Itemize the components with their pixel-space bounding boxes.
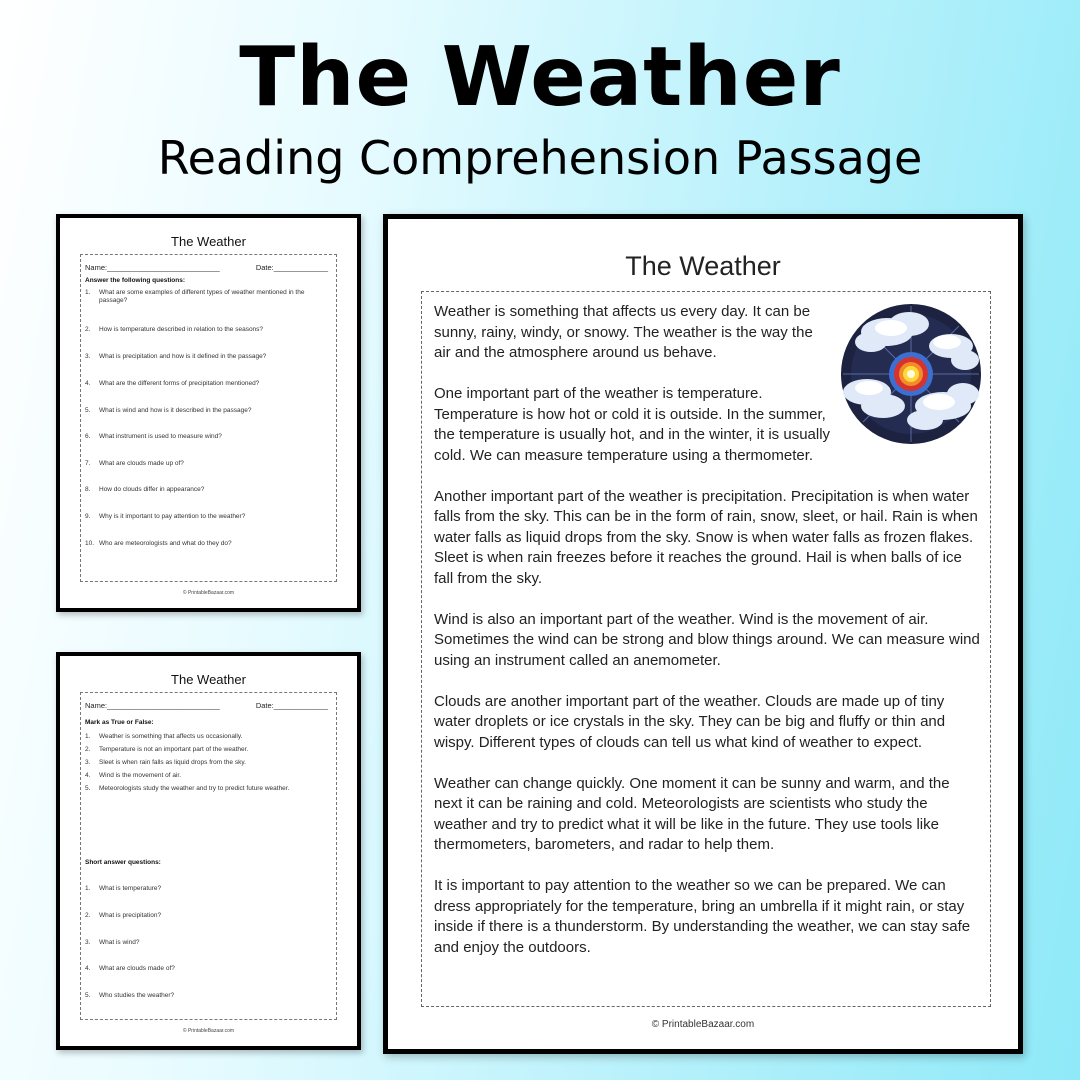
passage-title: The Weather (625, 251, 781, 281)
worksheet-footer: © PrintableBazaar.com (182, 1028, 235, 1034)
date-field-label: Date:_____________ (255, 701, 328, 710)
worksheet-content-box (80, 692, 337, 1020)
weather-sun-clouds-icon (839, 302, 984, 447)
question-item: 9. Why is it important to pay attention to the weather? (85, 513, 246, 520)
short-answer-heading: Short answer questions: (85, 859, 161, 866)
true-false-heading: Mark as True or False: (85, 719, 154, 726)
question-item: 8. How do clouds differ in appearance? (85, 486, 205, 493)
passage-paragraph: Weather can change quickly. One moment it can be sunny and warm, and the next it can be raining and cold. Meteorologists are scientists who study the weather and try to predict what it will be like in the future. They use tools like thermometers, barometers, and radar to help them. (434, 774, 950, 853)
short-answer-item: 2. What is precipitation? (85, 912, 162, 919)
question-item: 6. What instrument is used to measure wind? (85, 433, 222, 440)
passage-page (383, 214, 1023, 1054)
worksheet-content-box (80, 254, 337, 582)
passage-paragraph: It is important to pay attention to the weather so we can be prepared. We can dress appropriately for the temperature, bring an umbrella if it might rain, or stay inside if there is a thunderstorm. By understanding the weather, we can stay safe and enjoy the outdoors. (434, 877, 971, 956)
passage-paragraph: Clouds are another important part of the weather. Clouds are made up of tiny water droplets or ice crystals in the sky. They can be big and fluffy or thin and wispy. Different types of clouds can tell us what kind of weather to expect. (434, 692, 946, 751)
passage-text (434, 302, 982, 979)
worksheet-true-false-thumbnail (56, 652, 361, 1050)
true-false-item: 1. Weather is something that affects us occasionally. (85, 733, 243, 740)
question-item: 4. What are the different forms of precipitation mentioned? (85, 380, 260, 387)
worksheet-title: The Weather (171, 672, 246, 687)
passage-paragraph: Another important part of the weather is precipitation. Precipitation is when water falls from the sky. This can be in the form of rain, snow, sleet, or hail. Rain is when water falls as liquid drops from the sky. Snow is when water falls as frozen flakes. Sleet is when rain freezes before it reaches the ground. Hail is when balls of ice fall from the sky. (434, 487, 978, 587)
short-answer-item: 3. What is wind? (85, 939, 140, 946)
question-item: 2. How is temperature described in relation to the seasons? (85, 326, 264, 333)
name-field-label: Name:___________________________ (85, 701, 220, 710)
short-answer-item: 5. Who studies the weather? (85, 992, 175, 999)
true-false-item: 5. Meteorologists study the weather and try to predict future weather. (85, 785, 290, 792)
worksheet-questions-thumbnail (56, 214, 361, 612)
question-item: 3. What is precipitation and how is it defined in the passage? (85, 353, 267, 360)
true-false-item: 2. Temperature is not an important part of the weather. (85, 746, 249, 753)
question-item: 7. What are clouds made up of? (85, 460, 184, 467)
date-field-label: Date:_____________ (255, 263, 328, 272)
true-false-item: 3. Sleet is when rain falls as liquid drops from the sky. (85, 759, 246, 766)
question-item: 10. Who are meteorologists and what do they do? (85, 540, 232, 547)
passage-paragraph: Wind is also an important part of the weather. Wind is the movement of air. Sometimes the wind can be strong and blow things around. We can measure wind using an instrument called an anemometer. (434, 610, 980, 669)
worksheet-footer: © PrintableBazaar.com (182, 590, 235, 596)
short-answer-item: 4. What are clouds made of? (85, 965, 175, 972)
passage-paragraph: One important part of the weather is temperature. Temperature is how hot or cold it is outside. In the summer, the temperature is usually hot, and in the winter, it is usually cold. We can measure temperature using a thermometer. (434, 385, 831, 464)
hero-subtitle: Reading Comprehension Passage (157, 131, 923, 185)
true-false-item: 4. Wind is the movement of air. (85, 772, 182, 779)
passage-paragraph: Weather is something that affects us every day. It can be sunny, rainy, windy, or snowy. The weather is the way the air and the atmosphere around us behave. (434, 303, 813, 361)
worksheet-instruction: Answer the following questions: (85, 277, 186, 284)
name-field-label: Name:___________________________ (85, 263, 220, 272)
question-item: 5. What is wind and how is it described in the passage? (85, 407, 252, 414)
short-answer-item: 1. What is temperature? (85, 885, 162, 892)
passage-footer: © PrintableBazaar.com (651, 1019, 755, 1030)
question-item: 1. What are some examples of different types of weather mentioned in the passage? (85, 289, 305, 305)
worksheet-title: The Weather (171, 234, 246, 249)
hero-title: The Weather (239, 30, 841, 125)
passage-content-box (421, 291, 991, 1007)
